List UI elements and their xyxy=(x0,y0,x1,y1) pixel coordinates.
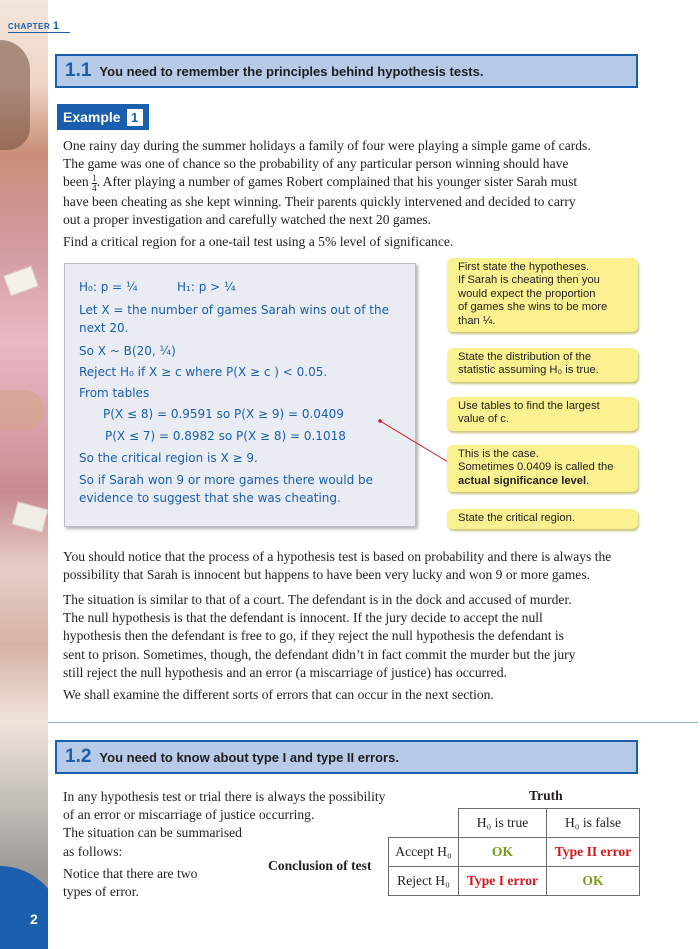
text-line: You should notice that the process of a hypothesis test is based on probability and there is always the xyxy=(63,549,612,564)
task-text: Find a critical region for a one-tail test using a 5% level of significance. xyxy=(63,234,454,249)
table-cell-blank xyxy=(389,809,459,838)
working-line: next 20. xyxy=(79,321,129,335)
note-line: statistic assuming H₀ is true. xyxy=(458,364,599,377)
section-number: 1.2 xyxy=(65,746,92,767)
text-line: One rainy day during the summer holidays a family of four were playing a simple game of cards. xyxy=(63,138,591,153)
table-row xyxy=(389,809,640,838)
truth-heading: Truth xyxy=(529,788,563,803)
errors-intro xyxy=(63,788,423,901)
error-summary-table xyxy=(388,808,640,896)
distribution-line: So X ~ B(20, ¼) xyxy=(79,344,176,358)
note-line: Sometimes 0.0409 is called the xyxy=(458,461,614,474)
text-line: In any hypothesis test or trial there is always the possibility xyxy=(63,789,386,804)
example-tag xyxy=(57,104,149,130)
margin-note-critical-region xyxy=(447,509,638,529)
note-line: value of c. xyxy=(458,413,509,426)
paragraph-probability xyxy=(63,548,638,584)
text-line: Notice that there are two xyxy=(63,865,198,881)
fraction-denominator: 4 xyxy=(92,182,97,193)
section-heading-1-1 xyxy=(55,54,638,88)
text-line: as follows: xyxy=(63,843,123,859)
margin-note-distribution xyxy=(447,348,638,382)
photo-arm xyxy=(0,390,44,430)
table-cell-ok: OK xyxy=(547,867,640,896)
table-cell-type-ii-error: Type II error xyxy=(547,838,640,867)
chapter-rule xyxy=(8,32,70,33)
conclusion-heading: Conclusion of test xyxy=(268,858,372,873)
text-line: out a proper investigation and carefully watched the next 20 games. xyxy=(63,211,432,227)
note-line xyxy=(458,475,630,488)
text-line xyxy=(63,173,638,192)
critical-region: So the critical region is X ≥ 9. xyxy=(79,451,258,465)
note-line: State the critical region. xyxy=(458,512,575,524)
chapter-number: 1 xyxy=(52,20,60,32)
text-line: still reject the null hypothesis and an error (a miscarriage of justice) has occurred. xyxy=(63,664,507,680)
working-line: So if Sarah won 9 or more games there would be xyxy=(79,473,374,487)
section-heading-1-2 xyxy=(55,740,638,774)
table-row xyxy=(389,867,640,896)
note-line: of games she wins to be more xyxy=(458,301,608,314)
section-title: You need to remember the principles behind hypothesis tests. xyxy=(99,63,484,79)
photo-hair xyxy=(0,40,30,150)
working-line: evidence to suggest that she was cheating. xyxy=(79,491,341,505)
column-header: H₀ is true xyxy=(459,809,547,838)
text-line: types of error. xyxy=(63,884,139,900)
example-number: 1 xyxy=(127,109,143,126)
margin-note-tables xyxy=(447,397,638,431)
note-line: State the distribution of the xyxy=(458,351,592,363)
note-line: Use tables to find the largest xyxy=(458,400,600,412)
alternative-hypothesis: H₁: p > ¼ xyxy=(177,280,236,294)
section-title: You need to know about type I and type II errors. xyxy=(99,749,399,765)
text-line: have been cheating as she kept winning. Their parents quickly intervened and decided to carry xyxy=(63,193,576,209)
intro-paragraph xyxy=(63,137,638,229)
rejection-rule: Reject H₀ if X ≥ c where P(X ≥ c ) < 0.05. xyxy=(79,365,328,379)
photo-strip xyxy=(0,0,51,949)
working-line: From tables xyxy=(79,386,150,400)
fraction-numerator: 1 xyxy=(92,172,97,183)
null-hypothesis: H₀: p = ¼ xyxy=(79,280,138,294)
row-header: Reject H₀ xyxy=(389,867,459,896)
paragraph-next-section: We shall examine the different sorts of errors that can occur in the next section. xyxy=(63,687,494,702)
text-line: The game was one of chance so the probability of any particular person winning should have xyxy=(63,156,569,172)
table-lookup-1: P(X ≤ 8) = 0.9591 so P(X ≥ 9) = 0.0409 xyxy=(103,407,344,421)
note-line: would expect the proportion xyxy=(458,287,596,300)
worked-solution-box xyxy=(64,263,416,527)
divider xyxy=(48,722,698,723)
text-span: been xyxy=(63,174,89,190)
chapter-label: CHAPTER xyxy=(8,22,51,31)
example-label: Example xyxy=(63,109,121,125)
text-line: The situation can be summarised xyxy=(63,825,242,841)
text-line: possibility that Sarah is innocent but happens to have been very lucky and won 9 or more games. xyxy=(63,567,591,583)
text-line: sent to prison. Sometimes, though, the defendant didn’t in fact commit the murder but the jury xyxy=(63,646,576,662)
note-line: This is the case. xyxy=(458,448,539,460)
table-cell-ok: OK xyxy=(459,838,547,867)
bold-term: actual significance level xyxy=(458,474,587,487)
text-line: hypothesis then the defendant is free to go, if they reject the null hypothesis the defendant is xyxy=(63,628,564,644)
note-line: If Sarah is cheating then you xyxy=(458,274,600,287)
text-line: The situation is similar to that of a court. The defendant is in the dock and accused of murder. xyxy=(63,592,572,607)
text-span: . xyxy=(586,474,590,487)
chapter-header xyxy=(8,20,60,32)
text-line: of an error or miscarriage of justice occurring. xyxy=(63,807,315,823)
paragraph-court xyxy=(63,591,638,682)
margin-note-hypotheses xyxy=(447,258,638,332)
page-number: 2 xyxy=(30,911,38,927)
table-cell-type-i-error: Type I error xyxy=(459,867,547,896)
row-header: Accept H₀ xyxy=(389,838,459,867)
working-line: Let X = the number of games Sarah wins out of the xyxy=(79,303,389,317)
note-line: than ¼. xyxy=(458,314,496,327)
text-span: . After playing a number of games Robert complained that his younger sister Sarah must xyxy=(96,174,578,190)
note-line: First state the hypotheses. xyxy=(458,261,590,273)
text-line: The null hypothesis is that the defendant is innocent. If the jury decide to accept the null xyxy=(63,610,543,626)
column-header: H₀ is false xyxy=(547,809,640,838)
section-number: 1.1 xyxy=(65,60,92,81)
table-lookup-2: P(X ≤ 7) = 0.8982 so P(X ≥ 8) = 0.1018 xyxy=(105,429,346,443)
table-row xyxy=(389,838,640,867)
margin-note-significance xyxy=(447,445,638,492)
